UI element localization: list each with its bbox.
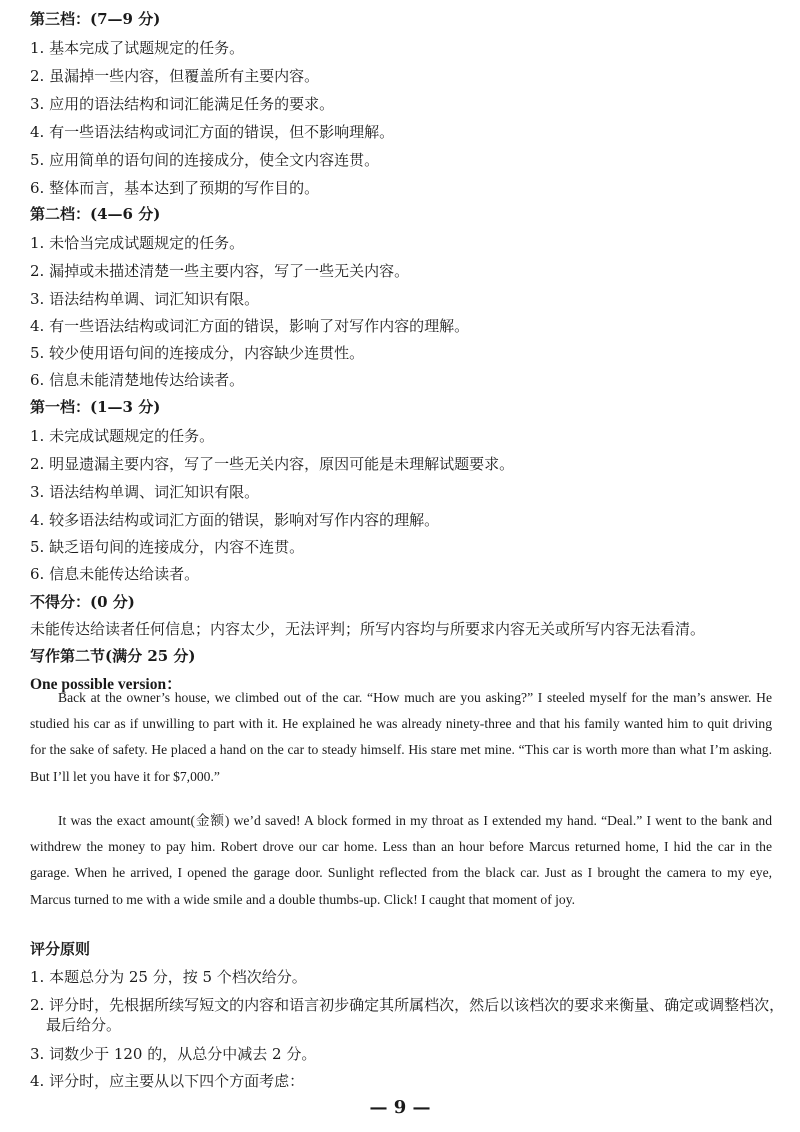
- tier2-item: 5. 较少使用语句间的连接成分，内容缺少连贯性。: [30, 344, 365, 362]
- tier2-item: 6. 信息未能清楚地传达给读者。: [30, 371, 245, 389]
- model-paragraph-1: Back at the owner’s house, we climbed out of the car. “How much are you asking?” I steeled myself for the man’s answer. He studied his car as if unwilling to part with it. He explained he was already ninety-three and that his family wanted him to quit driving for the sake of safety. He placed a hand on the car to steady himself. His stare met mine. “This car is worth more than what I’m asking. But I’ll let you have it for $7,000.”: [30, 690, 772, 784]
- tier1-item: 4. 较多语法结构或词汇方面的错误，影响对写作内容的理解。: [30, 511, 440, 529]
- tier1-heading: 第一档：(1—3 分): [30, 398, 161, 416]
- version-label: One possible version：: [30, 676, 182, 693]
- tier2-heading: 第二档：(4—6 分): [30, 205, 161, 223]
- tier2-item: 2. 漏掉或未描述清楚一些主要内容，写了一些无关内容。: [30, 262, 410, 280]
- model-paragraph-2: It was the exact amount(金额) we’d saved! A block formed in my throat as I extended my hand. “Deal.” I went to the bank and withdrew the money to pay him. Robert drove our car home. Less than an hour before Marcus returned home, I hid the car in the garage. When he arrived, I opened the garage door. Sunlight reflected from the black car. Just as I brought the camera to my eye, Marcus turned to me with a wide smile and a double thumbs-up. Click! I caught that moment of joy.: [30, 813, 772, 907]
- section2-heading: 写作第二节(满分 25 分): [30, 647, 196, 665]
- scoring-item: 3. 词数少于 120 的，从总分中减去 2 分。: [30, 1045, 317, 1063]
- tier3-heading: 第三档：(7—9 分): [30, 10, 161, 28]
- scoring-item: 2. 评分时，先根据所续写短文的内容和语言初步确定其所属档次，然后以该档次的要求来衡量、确定或调整档次，最后给分。: [30, 996, 785, 1034]
- tier0-heading: 不得分：(0 分): [30, 593, 135, 611]
- tier2-item: 4. 有一些语法结构或词汇方面的错误，影响了对写作内容的理解。: [30, 317, 470, 335]
- tier2-item: 1. 未恰当完成试题规定的任务。: [30, 234, 245, 252]
- tier0-text: 未能传达给读者任何信息；内容太少，无法评判；所写内容均与所要求内容无关或所写内容无法看清。: [30, 620, 706, 638]
- tier3-item: 5. 应用简单的语句间的连接成分，使全文内容连贯。: [30, 151, 380, 169]
- scoring-heading: 评分原则: [30, 940, 91, 958]
- tier1-item: 5. 缺乏语句间的连接成分，内容不连贯。: [30, 538, 305, 556]
- tier1-item: 2. 明显遗漏主要内容，写了一些无关内容，原因可能是未理解试题要求。: [30, 455, 515, 473]
- tier1-item: 1. 未完成试题规定的任务。: [30, 427, 215, 445]
- tier3-item: 3. 应用的语法结构和词汇能满足任务的要求。: [30, 95, 335, 113]
- tier3-item: 2. 虽漏掉一些内容，但覆盖所有主要内容。: [30, 67, 320, 85]
- scoring-item: 4. 评分时，应主要从以下四个方面考虑：: [30, 1072, 305, 1090]
- tier2-item: 3. 语法结构单调、词汇知识有限。: [30, 290, 260, 308]
- tier3-item: 4. 有一些语法结构或词汇方面的错误，但不影响理解。: [30, 123, 395, 141]
- scoring-item: 1. 本题总分为 25 分，按 5 个档次给分。: [30, 968, 307, 986]
- tier3-item: 1. 基本完成了试题规定的任务。: [30, 39, 245, 57]
- tier1-item: 6. 信息未能传达给读者。: [30, 565, 200, 583]
- tier3-item: 6. 整体而言，基本达到了预期的写作目的。: [30, 179, 320, 197]
- tier1-item: 3. 语法结构单调、词汇知识有限。: [30, 483, 260, 501]
- page-number: — 9 —: [369, 1097, 431, 1118]
